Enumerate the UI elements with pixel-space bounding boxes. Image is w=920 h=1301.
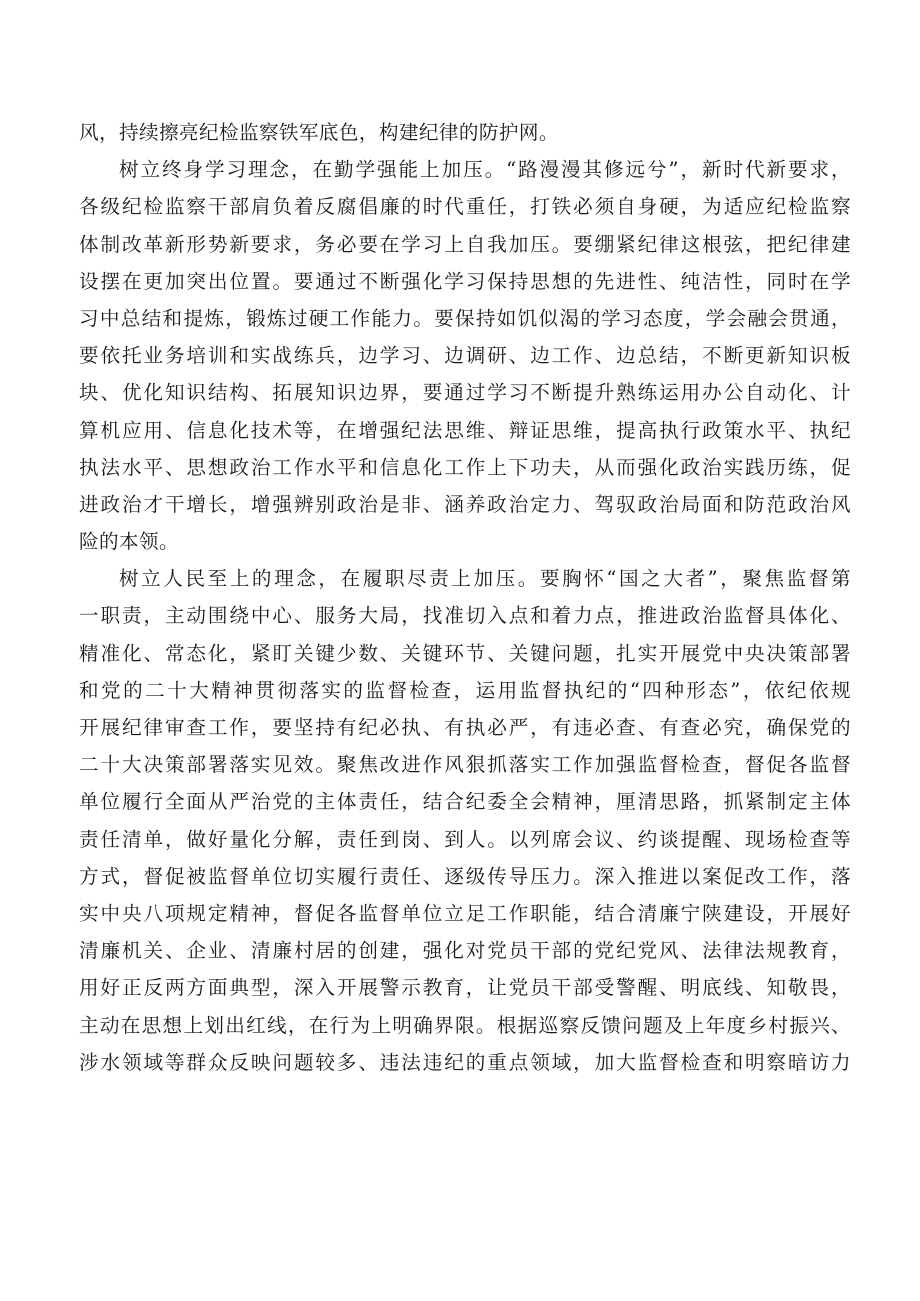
text-line: 和党的二十大精神贯彻落实的监督检查，运用监督执纪的“四种形态”，依纪依规 xyxy=(79,678,851,702)
text-line: 算机应用、信息化技术等，在增强纪法思维、辩证思维，提高执行政策水平、执纪 xyxy=(79,418,851,442)
text-line: 主动在思想上划出红线，在行为上明确界限。根据巡察反馈问题及上年度乡村振兴、 xyxy=(79,1013,851,1037)
text-line: 责任清单，做好量化分解，责任到岗、到人。以列席会议、约谈提醒、现场检查等 xyxy=(79,827,851,851)
text-line: 各级纪检监察干部肩负着反腐倡廉的时代重任，打铁必须自身硬，为适应纪检监察 xyxy=(79,195,851,219)
text-line: 一职责，主动围绕中心、服务大局，找准切入点和着力点，推进政治监督具体化、 xyxy=(79,604,851,628)
text-line: 块、优化知识结构、拓展知识边界，要通过学习不断提升熟练运用办公自动化、计 xyxy=(79,381,851,405)
text-line: 实中央八项规定精神，督促各监督单位立足工作职能，结合清廉宁陕建设，开展好 xyxy=(79,901,851,925)
text-line: 习中总结和提炼，锻炼过硬工作能力。要保持如饥似渴的学习态度，学会融会贯通， xyxy=(79,306,851,330)
paragraph-first-line: 树立终身学习理念，在勤学强能上加压。“路漫漫其修远兮”，新时代新要求， xyxy=(119,158,851,182)
text-line: 执法水平、思想政治工作水平和信息化工作上下功夫，从而强化政治实践历练，促 xyxy=(79,455,851,479)
text-line: 风，持续擦亮纪检监察铁军底色，构建纪律的防护网。 xyxy=(79,121,559,144)
document-body xyxy=(79,114,851,1081)
text-line: 进政治才干增长，增强辨别政治是非、涵养政治定力、驾驭政治局面和防范政治风 xyxy=(79,492,851,516)
text-line: 设摆在更加突出位置。要通过不断强化学习保持思想的先进性、纯洁性，同时在学 xyxy=(79,269,851,293)
text-line: 用好正反两方面典型，深入开展警示教育，让党员干部受警醒、明底线、知敬畏， xyxy=(79,976,851,1000)
text-line: 要依托业务培训和实战练兵，边学习、边调研、边工作、边总结，不断更新知识板 xyxy=(79,344,851,368)
text-line: 二十大决策部署落实见效。聚焦改进作风狠抓落实工作加强监督检查，督促各监督 xyxy=(79,753,851,777)
text-line: 单位履行全面从严治党的主体责任，结合纪委全会精神，厘清思路，抓紧制定主体 xyxy=(79,790,851,814)
text-line: 涉水领域等群众反映问题较多、违法违纪的重点领域，加大监督检查和明察暗访力 xyxy=(79,1050,851,1074)
text-line: 方式，督促被监督单位切实履行责任、逐级传导压力。深入推进以案促改工作，落 xyxy=(79,864,851,888)
text-line: 开展纪律审查工作，要坚持有纪必执、有执必严，有违必查、有查必究，确保党的 xyxy=(79,716,851,739)
text-line: 体制改革新形势新要求，务必要在学习上自我加压。要绷紧纪律这根弦，把纪律建 xyxy=(79,232,851,256)
text-line: 精准化、常态化，紧盯关键少数、关键环节、关键问题，扎实开展党中央决策部署 xyxy=(79,641,851,665)
text-line: 清廉机关、企业、清廉村居的创建，强化对党员干部的党纪党风、法律法规教育， xyxy=(79,939,851,963)
text-line: 险的本领。 xyxy=(79,530,179,554)
paragraph-first-line: 树立人民至上的理念，在履职尽责上加压。要胸怀“国之大者”，聚焦监督第 xyxy=(119,567,851,591)
